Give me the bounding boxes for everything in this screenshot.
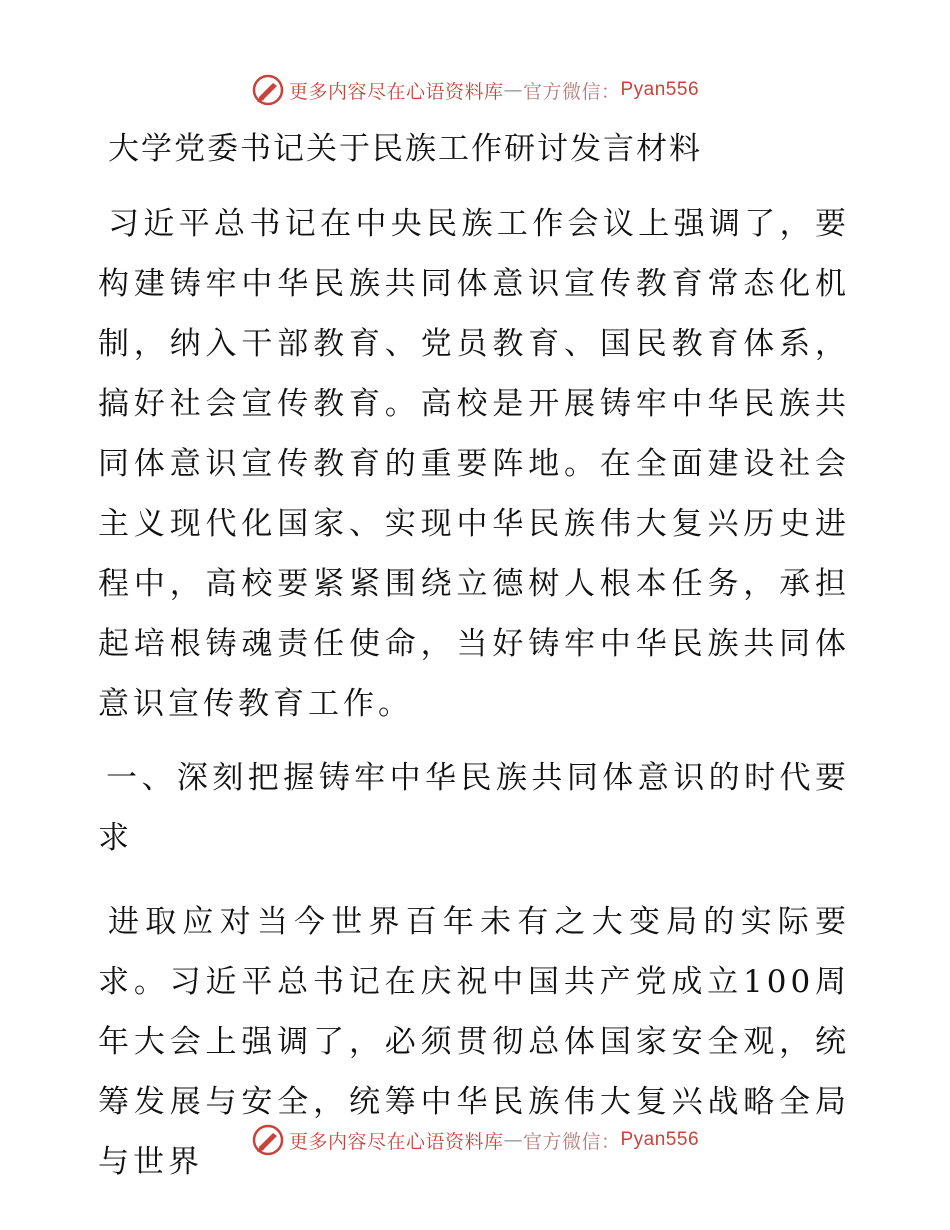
- watermark-label: 官方微信：: [522, 80, 621, 103]
- header-watermark: [0, 70, 950, 110]
- watermark-account: Pyan556: [620, 79, 700, 100]
- document-body: [98, 118, 850, 1192]
- watermark-text: 更多内容尽在心语资料库: [288, 1130, 504, 1153]
- section-heading-1: 一、深刻把握铸牢中华民族共同体意识的时代要求: [98, 760, 850, 856]
- watermark-account: Pyan556: [620, 1129, 700, 1150]
- watermark-label: 官方微信：: [522, 1130, 621, 1153]
- paragraph-intro: 习近平总书记在中央民族工作会议上强调了，要构建铸牢中华民族共同体意识宣传教育常态化机制，纳入干部教育、党员教育、国民教育体系，搞好社会宣传教育。高校是开展铸牢中华民族共同体意识宣传教育的重要阵地。在全面建设社会主义现代化国家、实现中华民族伟大复兴历史进程中，高校要紧紧围绕立德树人根本任务，承担起培根铸魂责任使命，当好铸牢中华民族共同体意识宣传教育工作。: [98, 206, 850, 722]
- watermark-separator: —: [503, 1129, 523, 1151]
- pen-logo-icon: [251, 1123, 285, 1157]
- watermark-text: 更多内容尽在心语资料库: [288, 80, 504, 103]
- pen-logo-icon: [251, 73, 285, 107]
- watermark-separator: —: [503, 79, 523, 101]
- footer-watermark: [0, 1120, 950, 1160]
- document-title: 大学党委书记关于民族工作研讨发言材料: [108, 131, 702, 167]
- paragraph-section-1: 进取应对当今世界百年未有之大变局的实际要求。习近平总书记在庆祝中国共产党成立100周年大会上强调了，必须贯彻总体国家安全观，统筹发展与安全，统筹中华民族伟大复兴战略全局与世界: [98, 904, 850, 1180]
